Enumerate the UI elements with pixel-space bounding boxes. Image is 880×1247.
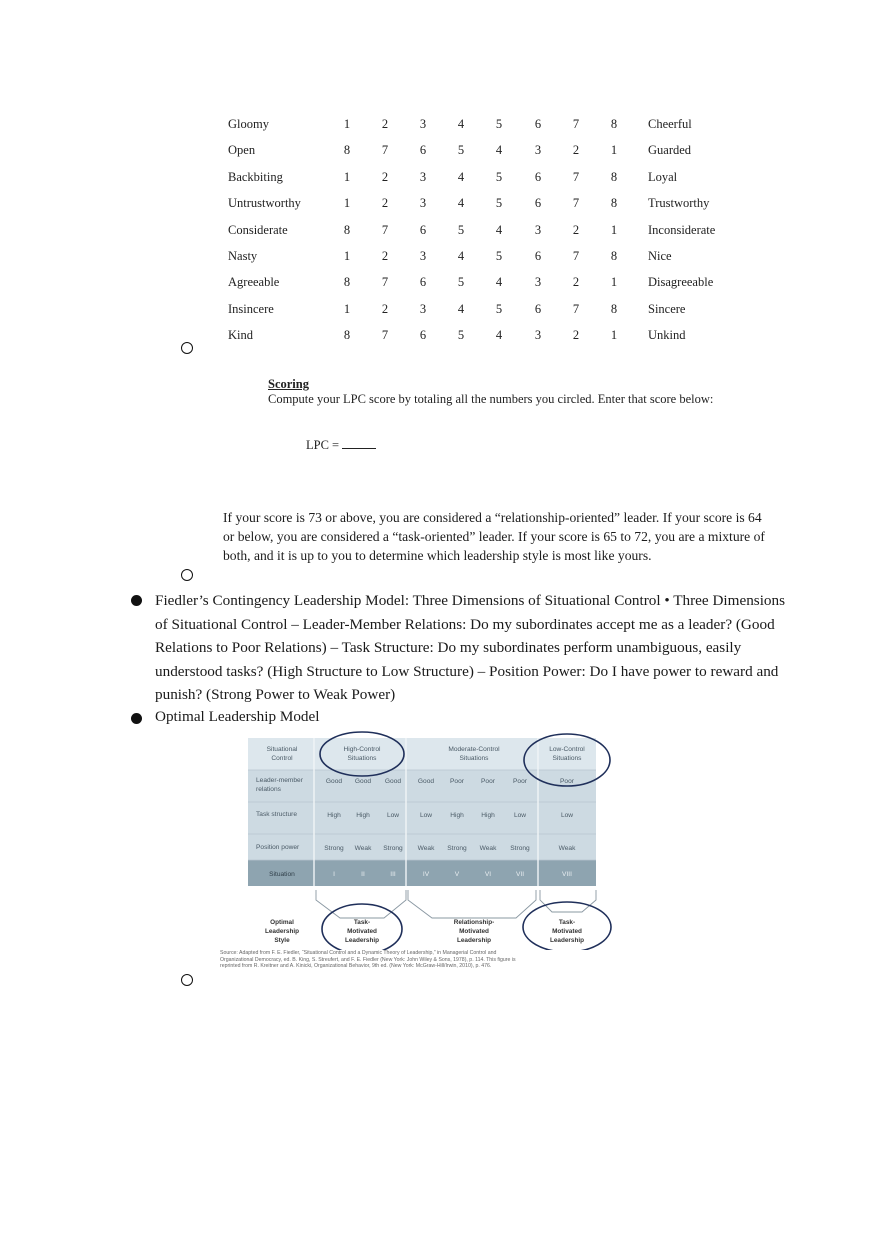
- lpc-scale-number[interactable]: 6: [534, 196, 542, 211]
- lpc-scale-number[interactable]: 8: [610, 169, 618, 184]
- lpc-scale-number[interactable]: 3: [534, 328, 542, 343]
- lpc-scale-number[interactable]: 1: [343, 196, 351, 211]
- lpc-row: [226, 219, 726, 245]
- lpc-scale-number[interactable]: 5: [457, 275, 465, 290]
- lpc-scale-number[interactable]: 1: [343, 301, 351, 316]
- optimal-style-label: Style: [274, 937, 290, 944]
- cell-task: High: [481, 812, 495, 819]
- task-motivated-label: Task-: [353, 919, 371, 926]
- lpc-scale-number[interactable]: 7: [572, 301, 580, 316]
- lpc-scale-number[interactable]: 1: [610, 222, 618, 237]
- task-motivated-label-low: Motivated: [552, 928, 582, 935]
- lpc-scale-number[interactable]: 8: [343, 328, 351, 343]
- lpc-scale-number[interactable]: 4: [495, 328, 503, 343]
- lpc-scale-number[interactable]: 6: [534, 117, 542, 131]
- lpc-scale-number[interactable]: 4: [495, 222, 503, 237]
- cell-power: Strong: [447, 845, 467, 852]
- cell-relations: Poor: [481, 778, 495, 785]
- optimal-leadership-figure: [220, 730, 620, 982]
- lpc-scale-number[interactable]: 7: [381, 143, 389, 158]
- cell-task: High: [356, 812, 370, 819]
- lpc-scale-number[interactable]: 8: [610, 301, 618, 316]
- lpc-scale-number[interactable]: 8: [343, 222, 351, 237]
- lpc-left-adjective: Kind: [228, 328, 253, 343]
- lpc-scale-number[interactable]: 3: [419, 196, 427, 211]
- lpc-scale-number[interactable]: 6: [419, 275, 427, 290]
- header-situational: Control: [271, 755, 293, 762]
- cell-situation: VII: [515, 871, 525, 878]
- lpc-scale-number[interactable]: 3: [534, 222, 542, 237]
- lpc-scale-number[interactable]: 3: [419, 301, 427, 316]
- lpc-left-adjective: Backbiting: [228, 169, 283, 184]
- lpc-score-line: [306, 438, 376, 453]
- cell-situation: VIII: [562, 871, 572, 878]
- cell-task: Low: [386, 812, 400, 819]
- cell-relations: Poor: [560, 778, 574, 785]
- lpc-scale-number[interactable]: 7: [572, 169, 580, 184]
- lpc-scale-number[interactable]: 7: [572, 117, 580, 131]
- lpc-row: [226, 245, 726, 271]
- header-low-control: Low-Control: [549, 746, 585, 753]
- list-bullet-hollow: [181, 342, 193, 354]
- lpc-blank: [342, 438, 376, 449]
- lpc-scale-number[interactable]: 5: [457, 222, 465, 237]
- relationship-motivated-label: Motivated: [459, 928, 489, 935]
- lpc-scale-number[interactable]: 4: [457, 169, 465, 184]
- lpc-scale-number[interactable]: 6: [419, 143, 427, 158]
- lpc-row: [226, 324, 726, 350]
- lpc-row: [226, 271, 726, 297]
- lpc-scale-number[interactable]: 5: [495, 301, 503, 316]
- list-bullet: [131, 595, 142, 606]
- optimal-style-label: Leadership: [264, 928, 300, 935]
- cell-situation: VI: [484, 871, 492, 878]
- bracket-moderate: [408, 890, 536, 918]
- cell-power: Strong: [510, 845, 530, 852]
- lpc-row: [226, 166, 726, 192]
- lpc-scale-number[interactable]: 2: [572, 328, 580, 343]
- scoring-section: [268, 377, 748, 407]
- lpc-scale-number[interactable]: 3: [534, 275, 542, 290]
- row-label-situation: Situation: [269, 871, 295, 878]
- lpc-scale-number[interactable]: 2: [381, 248, 389, 263]
- cell-relations: Poor: [513, 778, 527, 785]
- header-moderate-control: Moderate-Control: [448, 746, 500, 753]
- lpc-scale-number[interactable]: 6: [419, 328, 427, 343]
- lpc-scale-number[interactable]: 1: [343, 169, 351, 184]
- cell-relations: Good: [354, 778, 372, 785]
- lpc-scale-number[interactable]: 1: [343, 117, 351, 131]
- cell-task: High: [450, 812, 464, 819]
- lpc-scale-number[interactable]: 1: [610, 328, 618, 343]
- lpc-right-adjective: Loyal: [648, 169, 678, 184]
- lpc-scale-number[interactable]: 6: [419, 222, 427, 237]
- fiedler-model-paragraph: Fiedler’s Contingency Leadership Model: Three Dimensions of Situational Control • Three Dimensions of Situational Control – Leader-Member Relations: Do my subordinates accept me as a leader? (Good Relations to Poor Relations) – Task Structure: Do my subordinates perform unambiguous, easily understood tasks? (High Structure to Low Structure) – Position Power: Do I have power to reward and punish? (Strong Power to Weak Power): [155, 592, 786, 703]
- lpc-scale-number[interactable]: 4: [457, 301, 465, 316]
- lpc-scale-number[interactable]: 8: [610, 248, 618, 263]
- lpc-scale-number[interactable]: 7: [381, 222, 389, 237]
- row-label-task: Task structure: [256, 811, 298, 818]
- lpc-scale-number[interactable]: 5: [457, 143, 465, 158]
- lpc-row: [226, 298, 726, 324]
- lpc-scale-number[interactable]: 7: [572, 248, 580, 263]
- cell-power: Strong: [383, 845, 403, 852]
- cell-power: Strong: [324, 845, 344, 852]
- lpc-scale-number[interactable]: 8: [343, 275, 351, 290]
- lpc-scale-number[interactable]: 7: [381, 275, 389, 290]
- row-label-relations: Leader-member: [256, 777, 303, 784]
- cell-situation: V: [454, 871, 460, 878]
- task-motivated-label: Leadership: [344, 937, 380, 944]
- task-motivated-label-low: Task-: [558, 919, 576, 926]
- cell-situation: IV: [422, 871, 430, 878]
- relationship-motivated-label: Relationship-: [453, 919, 495, 926]
- list-bullet: [131, 713, 142, 724]
- lpc-scale-number[interactable]: 6: [534, 301, 542, 316]
- lpc-scale-number[interactable]: 8: [610, 196, 618, 211]
- cell-situation: I: [333, 871, 335, 878]
- figure-source-note: Source: Adapted from F. E. Fiedler, “Situational Control and a Dynamic Theory of Leadership,” in Managerial Control and Organizational Democracy, ed. B. King, S. Streufert, and F. E. Fiedler (New York: John Wiley & Sons, 1978), p. 114. This figure is reprinted from R. Kreitner and A. Kinicki, Organizational Behavior, 9th ed. (New York: McGraw-Hill/Irwin, 2010), p. 476.: [220, 950, 516, 970]
- lpc-scale-number[interactable]: 1: [343, 248, 351, 263]
- list-bullet-hollow: [181, 974, 193, 986]
- lpc-scale-number[interactable]: 4: [457, 248, 465, 263]
- lpc-scale-number[interactable]: 3: [534, 143, 542, 158]
- lpc-scale-number[interactable]: 4: [495, 143, 503, 158]
- fiedler-diagram: [220, 730, 620, 950]
- cell-situation: II: [361, 871, 365, 878]
- lpc-right-adjective: Trustworthy: [648, 196, 710, 211]
- scoring-title: Scoring: [268, 377, 309, 391]
- cell-task: Low: [419, 812, 433, 819]
- lpc-scale-number[interactable]: 3: [419, 117, 427, 131]
- lpc-scale-number[interactable]: 8: [610, 117, 618, 131]
- list-bullet-hollow: [181, 569, 193, 581]
- lpc-right-adjective: Cheerful: [648, 117, 692, 131]
- header-high-control: Situations: [347, 755, 377, 762]
- bracket-low: [540, 890, 596, 912]
- lpc-scale-number[interactable]: 3: [419, 248, 427, 263]
- lpc-scale-number[interactable]: 8: [343, 143, 351, 158]
- lpc-right-adjective: Sincere: [648, 301, 686, 316]
- lpc-right-adjective: Unkind: [648, 328, 686, 343]
- cell-power: Weak: [417, 845, 435, 852]
- task-motivated-label: Motivated: [347, 928, 377, 935]
- optimal-model-heading: Optimal Leadership Model: [155, 708, 320, 725]
- task-motivated-label-low: Leadership: [549, 937, 585, 944]
- lpc-scale-number[interactable]: 2: [572, 143, 580, 158]
- lpc-left-adjective: Gloomy: [228, 117, 269, 131]
- scoring-instruction: Compute your LPC score by totaling all the numbers you circled. Enter that score below:: [268, 392, 714, 406]
- lpc-scale-number[interactable]: 5: [495, 248, 503, 263]
- optimal-style-label: Optimal: [270, 919, 294, 926]
- lpc-left-adjective: Untrustworthy: [228, 196, 301, 211]
- lpc-scale-number[interactable]: 4: [457, 117, 465, 131]
- row-label-relations: relations: [256, 786, 281, 793]
- lpc-scale-number[interactable]: 2: [381, 117, 389, 131]
- cell-relations: Poor: [450, 778, 464, 785]
- lpc-right-adjective: Nice: [648, 248, 672, 263]
- cell-task: Low: [560, 812, 574, 819]
- lpc-left-adjective: Insincere: [228, 301, 274, 316]
- row-label-power: Position power: [256, 844, 300, 851]
- lpc-scale-number[interactable]: 4: [457, 196, 465, 211]
- cell-relations: Good: [384, 778, 402, 785]
- header-situational: Situational: [266, 746, 298, 753]
- lpc-scale-number[interactable]: 3: [419, 169, 427, 184]
- header-high-control: High-Control: [343, 746, 381, 753]
- lpc-label: LPC =: [306, 438, 340, 452]
- cell-situation: III: [390, 871, 396, 878]
- cell-task: High: [327, 812, 341, 819]
- header-moderate-control: Situations: [459, 755, 489, 762]
- lpc-scale-number[interactable]: 6: [534, 169, 542, 184]
- cell-power: Weak: [354, 845, 372, 852]
- cell-task: Low: [513, 812, 527, 819]
- lpc-row: [226, 113, 726, 139]
- lpc-right-adjective: Inconsiderate: [648, 222, 716, 237]
- lpc-scale-number[interactable]: 5: [495, 169, 503, 184]
- lpc-scale-number[interactable]: 1: [610, 143, 618, 158]
- lpc-scale-number[interactable]: 4: [495, 275, 503, 290]
- lpc-row: [226, 139, 726, 165]
- lpc-scale-number[interactable]: 5: [495, 117, 503, 131]
- lpc-scale-number[interactable]: 6: [534, 248, 542, 263]
- lpc-scale-number[interactable]: 5: [495, 196, 503, 211]
- cell-relations: Good: [325, 778, 343, 785]
- lpc-scale-number[interactable]: 7: [381, 328, 389, 343]
- lpc-scale-number[interactable]: 7: [572, 196, 580, 211]
- cell-relations: Good: [417, 778, 435, 785]
- lpc-scale-number[interactable]: 5: [457, 328, 465, 343]
- lpc-right-adjective: Disagreeable: [648, 275, 714, 290]
- lpc-scale-number[interactable]: 2: [381, 196, 389, 211]
- relationship-motivated-label: Leadership: [456, 937, 492, 944]
- lpc-scale-number[interactable]: 2: [572, 275, 580, 290]
- lpc-row: [226, 192, 726, 218]
- lpc-left-adjective: Nasty: [228, 248, 258, 263]
- lpc-scale-number[interactable]: 2: [572, 222, 580, 237]
- lpc-scale-table: [226, 113, 726, 351]
- cell-power: Weak: [479, 845, 497, 852]
- lpc-left-adjective: Open: [228, 143, 256, 158]
- header-low-control: Situations: [552, 755, 582, 762]
- lpc-right-adjective: Guarded: [648, 143, 692, 158]
- cell-power: Weak: [558, 845, 576, 852]
- lpc-scale-number[interactable]: 2: [381, 301, 389, 316]
- lpc-left-adjective: Agreeable: [228, 275, 280, 290]
- lpc-scale-number[interactable]: 2: [381, 169, 389, 184]
- table-header-band: [248, 738, 596, 770]
- score-interpretation: If your score is 73 or above, you are considered a “relationship-oriented” leader. If your score is 64 or below, you are considered a “task-oriented” leader. If your score is 65 to 72, you are a mixture of both, and it is up to you to determine which leadership style is most like yours.: [223, 510, 765, 563]
- lpc-scale-number[interactable]: 1: [610, 275, 618, 290]
- lpc-left-adjective: Considerate: [228, 222, 288, 237]
